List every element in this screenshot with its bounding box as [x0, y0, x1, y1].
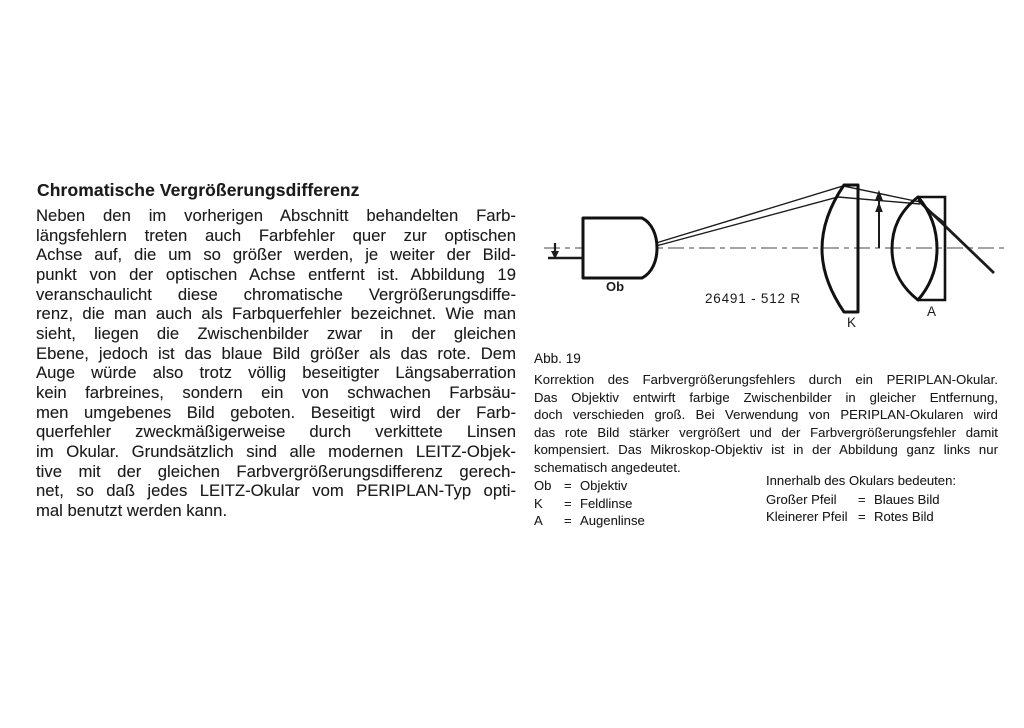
legend-heading: Innerhalb des Okulars bedeuten: — [766, 473, 956, 488]
blue-image-arrowhead — [875, 190, 883, 201]
figure-number: Abb. 19 — [534, 351, 581, 366]
paragraph-line: veranschaulicht diese chromatische Vergrößerungsdiffe- — [36, 284, 516, 304]
ray-diagram — [528, 168, 1020, 343]
paragraph-line: mal benutzt werden kann. — [36, 500, 228, 520]
legend-row — [766, 491, 956, 509]
legend-value: Objektiv — [580, 478, 628, 493]
paragraph-line: tive mit der gleichen Farbvergrößerungsdifferenz gerech- — [36, 461, 516, 481]
objective-outline — [583, 218, 657, 278]
figure-caption — [534, 371, 998, 477]
paragraph-line: im Okular. Grundsätzlich sind alle modernen LEITZ-Objek- — [36, 441, 516, 461]
paragraph-line: Achse auf, die um so größer werden, je weiter der Bild- — [36, 245, 516, 265]
legend-value: Blaues Bild — [874, 491, 940, 507]
caption-line: Das Objektiv entwirft farbige Zwischenbilder in gleicher Entfernung, — [534, 389, 998, 405]
eye-lens-label: A — [927, 304, 937, 319]
paragraph-line: Neben den im vorherigen Abschnitt behandelten Farb- — [36, 206, 516, 225]
caption-line: Korrektion des Farbvergrößerungsfehlers durch ein PERIPLAN-Okular. — [534, 372, 998, 387]
caption-line: schematisch angedeutet. — [534, 459, 681, 475]
paragraph-line: längsfehlern treten auch Farbfehler quer zur optischen — [36, 225, 516, 245]
paragraph-line: net, so daß jedes LEITZ-Okular vom PERIPLAN-Typ opti- — [36, 481, 516, 501]
caption-line: das rote Bild stärker vergrößert und der Farbvergrößerungsfehler damit — [534, 424, 998, 440]
legend-row — [534, 495, 645, 513]
legend-equals: = — [564, 478, 572, 493]
legend-equals: = — [564, 495, 572, 511]
paragraph-line: sieht, liegen die Zwischenbilder zwar in der gleichen — [36, 323, 516, 343]
legend-row — [766, 508, 956, 526]
legend-row — [534, 477, 645, 495]
section-heading: Chromatische Vergrößerungsdifferenz — [37, 180, 360, 200]
caption-line: kompensiert. Das Mikroskop-Objektiv ist in der Abbildung ganz links nur — [534, 442, 998, 458]
legend-key: K — [534, 495, 543, 511]
red-image-arrowhead — [875, 202, 883, 212]
paragraph-line: querfehler zweckmäßigerweise durch verkittete Linsen — [36, 422, 516, 442]
legend-equals: = — [564, 513, 572, 528]
body-paragraph — [36, 206, 516, 521]
ray-lower — [656, 197, 920, 246]
field-lens-label: K — [847, 315, 857, 330]
caption-line: doch verschieden groß. Bei Verwendung von PERIPLAN-Okularen wird — [534, 407, 998, 423]
figure-legend-abbreviations — [534, 477, 645, 530]
legend-row — [534, 512, 645, 530]
paragraph-line: punkt von der optischen Achse entfernt ist. Abbildung 19 — [36, 264, 516, 284]
paragraph-line: Ebene, jedoch ist das blaue Bild größer als das rote. Dem — [36, 343, 516, 363]
legend-equals: = — [858, 509, 866, 525]
legend-value: Rotes Bild — [874, 509, 934, 525]
paragraph-line: men umgebenes Bild geboten. Beseitigt wird der Farb- — [36, 402, 516, 422]
figure-legend-arrows — [766, 472, 956, 526]
legend-key: Kleinerer Pfeil — [766, 509, 848, 525]
legend-value: Feldlinse — [580, 495, 633, 511]
legend-value: Augenlinse — [580, 513, 645, 528]
objective-label: Ob — [606, 279, 625, 294]
paragraph-line: kein farbreines, sondern ein von schwachen Farbsäu- — [36, 382, 516, 402]
legend-key: A — [534, 513, 543, 528]
legend-key: Ob — [534, 478, 552, 493]
part-number-label: 26491 - 512 R — [705, 291, 801, 306]
paragraph-line: Auge würde also trotz völlig beseitigter Längsaberration — [36, 363, 516, 383]
legend-equals: = — [858, 491, 866, 507]
paragraph-line: renz, die man auch als Farbquerfehler bezeichnet. Wie man — [36, 304, 516, 324]
legend-key: Großer Pfeil — [766, 491, 837, 507]
